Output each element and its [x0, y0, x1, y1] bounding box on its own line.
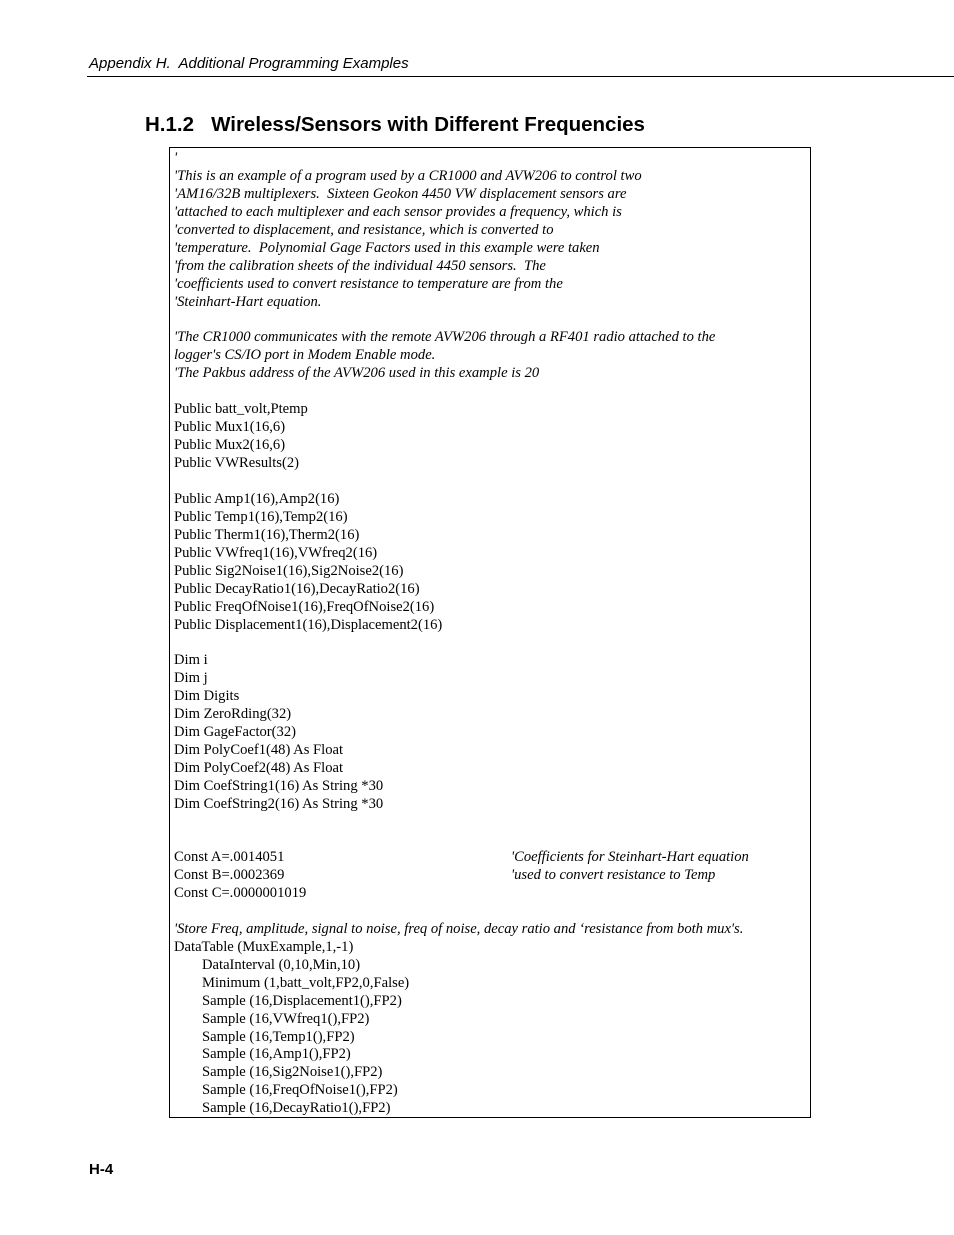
code-line: Dim ZeroRding(32) [174, 706, 292, 722]
page-number: H-4 [89, 1161, 114, 1178]
code-comment-line: ' [174, 150, 178, 166]
code-comment-line: logger's CS/IO port in Modem Enable mode. [174, 347, 436, 363]
code-line: Public Mux2(16,6) [174, 437, 286, 453]
code-comment-line: 'converted to displacement, and resistance, which is converted to [174, 222, 554, 238]
code-line: Sample (16,Amp1(),FP2) [202, 1046, 351, 1062]
code-line: Public Sig2Noise1(16),Sig2Noise2(16) [174, 563, 404, 579]
code-line: Dim PolyCoef1(48) As Float [174, 742, 344, 758]
section-number: H.1.2 [145, 113, 194, 136]
code-line: Sample (16,VWfreq1(),FP2) [202, 1011, 370, 1027]
code-comment-line: 'Steinhart-Hart equation. [174, 294, 322, 310]
code-line: Sample (16,FreqOfNoise1(),FP2) [202, 1082, 398, 1098]
code-line: Dim j [174, 670, 208, 686]
code-line: Dim CoefString1(16) As String *30 [174, 778, 384, 794]
section-heading [145, 112, 645, 138]
code-line: Public DecayRatio1(16),DecayRatio2(16) [174, 581, 420, 597]
code-line: Dim PolyCoef2(48) As Float [174, 760, 344, 776]
code-line: Public Displacement1(16),Displacement2(16) [174, 617, 443, 633]
code-comment-line: 'The CR1000 communicates with the remote AVW206 through a RF401 radio attached to the [174, 329, 716, 345]
code-line: Public Amp1(16),Amp2(16) [174, 491, 340, 507]
code-line: Dim CoefString2(16) As String *30 [174, 796, 384, 812]
code-line: Sample (16,Temp1(),FP2) [202, 1029, 355, 1045]
running-header: Appendix H. Additional Programming Examples [89, 55, 409, 72]
code-line: Sample (16,Sig2Noise1(),FP2) [202, 1064, 383, 1080]
code-line: Public VWResults(2) [174, 455, 299, 471]
code-line: Public Therm1(16),Therm2(16) [174, 527, 360, 543]
code-comment-line: 'coefficients used to convert resistance to temperature are from the [174, 276, 563, 292]
section-title: Wireless/Sensors with Different Frequencies [211, 113, 645, 136]
code-comment-line: 'attached to each multiplexer and each sensor provides a frequency, which is [174, 204, 622, 220]
code-line: Sample (16,Displacement1(),FP2) [202, 993, 402, 1009]
code-comment-line: 'AM16/32B multiplexers. Sixteen Geokon 4450 VW displacement sensors are [174, 186, 627, 202]
code-line: Const C=.0000001019 [174, 885, 307, 901]
code-line: Const B=.0002369 [174, 867, 285, 883]
header-rule [87, 76, 954, 77]
code-line: Public Mux1(16,6) [174, 419, 286, 435]
code-listing-box [169, 147, 811, 1118]
code-line: Minimum (1,batt_volt,FP2,0,False) [202, 975, 410, 991]
code-line: Public Temp1(16),Temp2(16) [174, 509, 348, 525]
code-line: Public VWfreq1(16),VWfreq2(16) [174, 545, 378, 561]
code-line: Sample (16,DecayRatio1(),FP2) [202, 1100, 391, 1116]
code-comment-line: 'temperature. Polynomial Gage Factors used in this example were taken [174, 240, 600, 256]
code-comment-line: 'This is an example of a program used by a CR1000 and AVW206 to control two [174, 168, 642, 184]
code-line: DataInterval (0,10,Min,10) [202, 957, 361, 973]
code-line: DataTable (MuxExample,1,-1) [174, 939, 354, 955]
code-inline-comment: 'used to convert resistance to Temp [511, 867, 716, 883]
code-comment-line: 'from the calibration sheets of the individual 4450 sensors. The [174, 258, 546, 274]
code-line: Public FreqOfNoise1(16),FreqOfNoise2(16) [174, 599, 435, 615]
code-comment-line: 'Store Freq, amplitude, signal to noise, freq of noise, decay ratio and ‘resistance from both mux's. [174, 921, 744, 937]
code-line: Dim GageFactor(32) [174, 724, 296, 740]
code-inline-comment: 'Coefficients for Steinhart-Hart equation [511, 849, 749, 865]
code-line: Public batt_volt,Ptemp [174, 401, 308, 417]
code-line: Dim Digits [174, 688, 240, 704]
code-line: Const A=.0014051 [174, 849, 285, 865]
code-line: Dim i [174, 652, 208, 668]
code-comment-line: 'The Pakbus address of the AVW206 used in this example is 20 [174, 365, 540, 381]
